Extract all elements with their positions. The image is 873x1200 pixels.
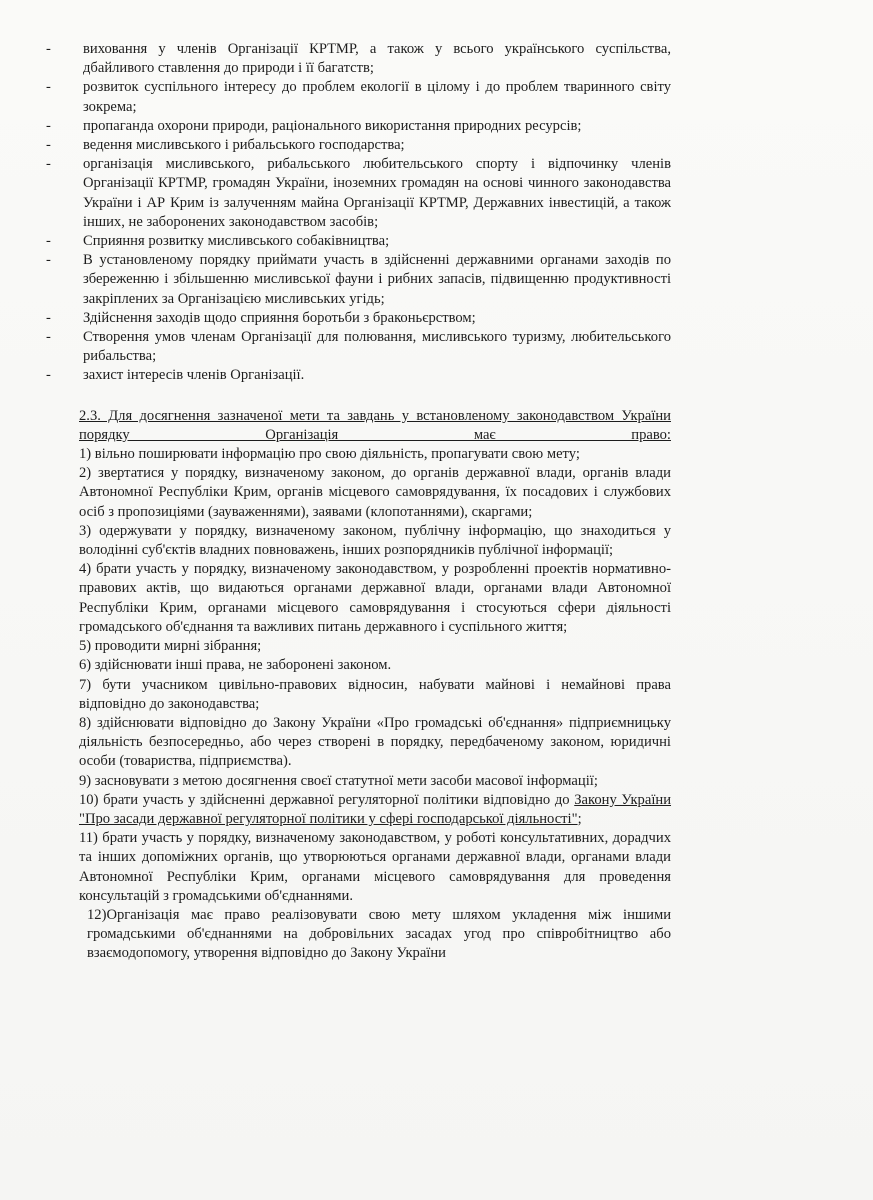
- bullet-item: [46, 78, 671, 116]
- bullet-text: В установленому порядку приймати участь в здійсненні державними органами заходів по збереженню і збільшенню мисливської фауни і рибних запасів, підвищенню продуктивності закріплених за Організацією мисливських угідь;: [83, 252, 671, 307]
- bullet-text: розвиток суспільного інтересу до проблем екології в цілому і до проблем тваринного світу зокрема;: [83, 79, 671, 115]
- bullet-dash: -: [46, 79, 51, 96]
- item10-prefix: 10) брати участь у здійсненні державної регуляторної політики відповідно до: [79, 791, 575, 808]
- rights-item: 8) здійснювати відповідно до Закону України «Про громадські об'єднання» підприємницьку діяльність безпосередньо, або через створені в порядку, передбаченому законом, юридичні особи (товариства, підприємства).: [79, 714, 671, 770]
- bullet-dash: -: [46, 309, 51, 326]
- rights-item: 1) вільно поширювати інформацію про свою діяльність, пропагувати свою мету;: [79, 446, 580, 463]
- rights-item-12: 12)Організація має право реалізовувати свою мету шляхом укладення між іншими громадськими об'єднаннями на добровільних засадах угод про співробітництво або взаємодопомогу, утворення відповідно до Закону України: [87, 906, 671, 962]
- rights-item: 9) засновувати з метою досягнення своєї статутної мети засоби масової інформації;: [79, 772, 598, 789]
- bullet-dash: -: [46, 137, 51, 154]
- bullet-text: Здійснення заходів щодо сприяння боротьби з браконьєрством;: [83, 309, 476, 326]
- rights-item: 2) звертатися у порядку, визначеному законом, до органів державної влади, органів влади Автономної Республіки Крим, органів місцевого самоврядування, їх посадових і службових осіб з пропозиціями (зауваженнями), заявами (клопотаннями), скаргами;: [79, 465, 671, 520]
- bullet-dash: -: [46, 367, 51, 384]
- bullet-dash: -: [46, 117, 51, 134]
- bullet-item: [46, 136, 671, 155]
- bullet-dash: -: [46, 329, 51, 346]
- document-body: [46, 40, 671, 964]
- bullet-dash: -: [46, 233, 51, 250]
- bullet-dash: -: [46, 156, 51, 173]
- bullet-item: [46, 155, 671, 232]
- rights-list: [79, 445, 671, 791]
- bullet-list: [46, 40, 671, 386]
- bullet-item: [46, 117, 671, 136]
- rights-item: 4) брати участь у порядку, визначеному законодавством, у розробленні проектів нормативно-правових актів, що видаються органами державної влади, органами влади Автономної Республіки Крим, органами місцевого самоврядування і стосуються сфери діяльності громадського об'єднання та важливих питань державного і суспільного життя;: [79, 561, 671, 635]
- bullet-text: виховання у членів Організації КРТМР, а також у всього українського суспільства, дбайливого ставлення до природи і її багатств;: [83, 41, 671, 77]
- rights-item-11: 11) брати участь у порядку, визначеному законодавством, у роботі консультативних, дорадчих та інших допоміжних органів, що утворюються органами державної влади, органами влади Автономної Республіки Крим, органами місцевого самоврядування для проведення консультацій з громадськими об'єднаннями.: [79, 830, 671, 904]
- bullet-text: ведення мисливського і рибальського господарства;: [83, 137, 405, 154]
- bullet-text: Сприяння розвитку мисливського собаківництва;: [83, 233, 390, 250]
- section-heading: 2.3. Для досягнення зазначеної мети та завдань у встановленому законодавством України порядку Організація має право:: [79, 407, 671, 443]
- rights-item: 7) бути учасником цивільно-правових відносин, набувати майнові і немайнові права відповідно до законодавства;: [79, 676, 671, 712]
- bullet-text: пропаганда охорони природи, раціонального використання природних ресурсів;: [83, 117, 582, 134]
- item10-suffix: ;: [577, 810, 582, 827]
- bullet-item: [46, 366, 671, 385]
- bullet-dash: -: [46, 252, 51, 269]
- law-reference-link: Закону України "Про засади державної регуляторної політики у сфері господарської діяльності": [79, 791, 672, 827]
- rights-item: 6) здійснювати інші права, не заборонені законом.: [79, 657, 392, 674]
- rights-item: 3) одержувати у порядку, визначеному законом, публічну інформацію, що знаходиться у володінні суб'єктів владних повноважень, інших розпорядників публічної інформації;: [79, 522, 671, 559]
- bullet-text: Створення умов членам Організації для полювання, мисливського туризму, любительського рибальства;: [83, 329, 671, 365]
- bullet-item: [46, 232, 671, 251]
- bullet-item: [46, 251, 671, 309]
- bullet-dash: -: [46, 41, 51, 57]
- rights-item: 5) проводити мирні зібрання;: [79, 638, 262, 655]
- bullet-item: [46, 328, 671, 366]
- rights-item-10: [79, 791, 671, 829]
- bullet-text: організація мисливського, рибальського любительського спорту і відпочинку членів Організації КРТМР, громадян України, іноземних громадян на основі чинного законодавства України і АР Крим із залученням майна Організації КРТМР, Державних інвестицій, а також інших, не заборонених законодавством засобів;: [83, 156, 671, 230]
- bullet-item: [46, 40, 671, 78]
- section-2-3: [46, 407, 671, 964]
- bullet-text: захист інтересів членів Організації.: [83, 367, 305, 384]
- bullet-item: [46, 309, 671, 328]
